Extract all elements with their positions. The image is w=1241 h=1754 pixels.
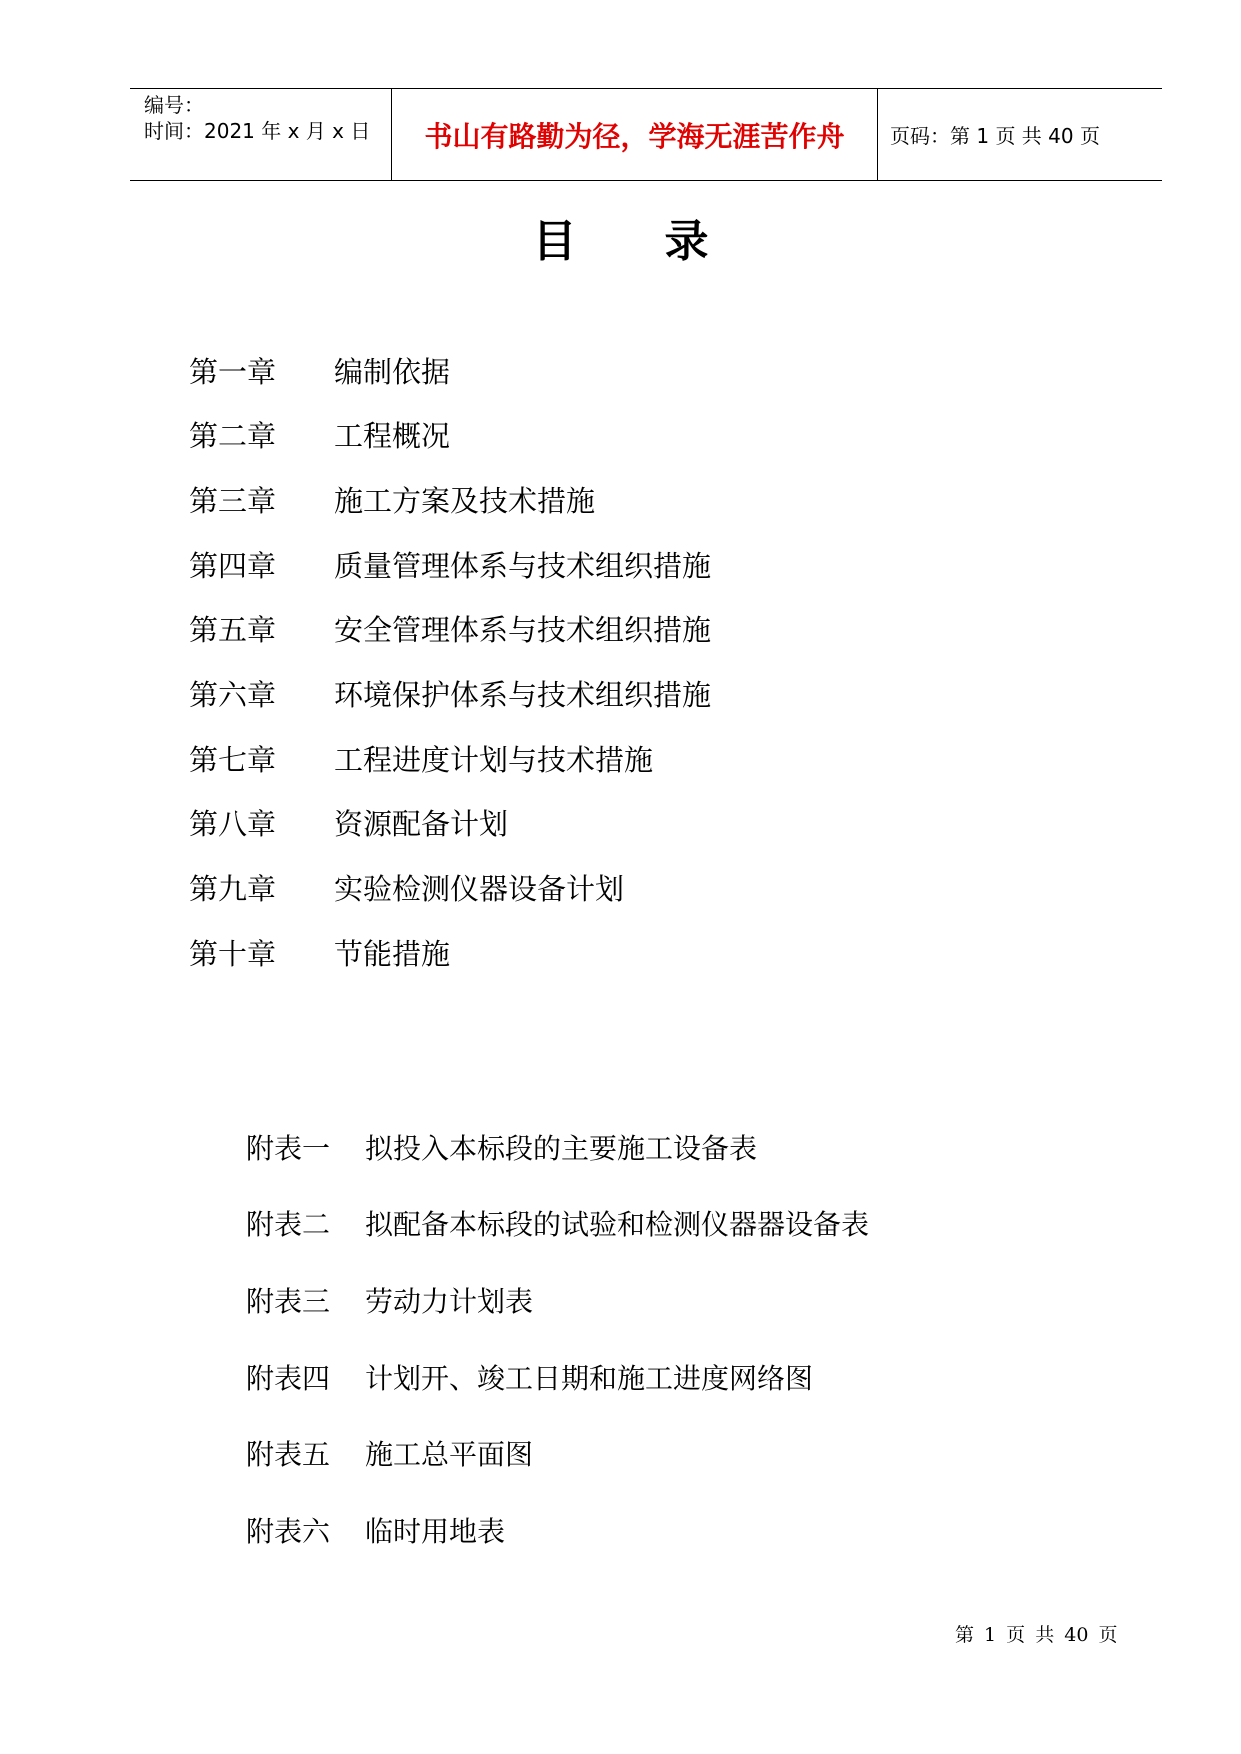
chapter-number: 第六章 [189,677,277,712]
appendix-number: 附表三 [246,1285,331,1318]
chapter-number: 第二章 [189,418,277,453]
appendix-title: 拟配备本标段的试验和检测仪器器设备表 [365,1208,870,1241]
appendix-title: 计划开、竣工日期和施工进度网络图 [365,1362,814,1395]
chapter-title: 质量管理体系与技术组织措施 [334,548,712,583]
toc-appendix-item[interactable] [246,1510,505,1550]
page-title: 目 录 [532,216,709,267]
chapter-number: 第四章 [189,548,277,583]
chapter-title: 安全管理体系与技术组织措施 [334,612,712,647]
chapter-number: 第七章 [189,742,277,777]
page-footer-number: 第 1 页 共 40 页 [955,1624,1118,1646]
chapter-title: 施工方案及技术措施 [334,483,596,518]
chapter-number: 第九章 [189,871,277,906]
chapter-title: 实验检测仪器设备计划 [334,871,625,906]
appendix-title: 临时用地表 [365,1515,506,1548]
toc-appendix-item[interactable] [246,1127,757,1167]
toc-appendix-item[interactable] [246,1433,533,1473]
chapter-number: 第五章 [189,612,277,647]
toc-chapter-item[interactable] [189,932,450,972]
toc-appendix-item[interactable] [246,1357,813,1397]
chapter-title: 工程概况 [334,418,451,453]
appendix-title: 施工总平面图 [365,1438,534,1471]
header-motto-cell [392,89,878,180]
chapter-title: 资源配备计划 [334,806,509,841]
chapter-title: 编制依据 [334,354,451,389]
toc-chapter-item[interactable] [189,414,450,454]
toc-chapter-item[interactable] [189,867,624,907]
toc-appendix-item[interactable] [246,1280,533,1320]
document-number-label: 编号： [144,93,204,117]
document-header [130,88,1162,181]
header-page-info: 页码：第 1 页 共 40 页 [890,124,1100,148]
chapter-number: 第三章 [189,483,277,518]
toc-chapter-item[interactable] [189,802,508,842]
toc-chapter-item[interactable] [189,479,595,519]
appendix-number: 附表四 [246,1362,331,1395]
chapter-title: 工程进度计划与技术措施 [334,742,654,777]
document-time-label: 时间：2021 年 x 月 x 日 [144,119,371,143]
header-meta-cell [130,89,392,180]
toc-chapter-item[interactable] [189,544,711,584]
appendix-title: 拟投入本标段的主要施工设备表 [365,1132,758,1165]
chapter-number: 第一章 [189,354,277,389]
toc-chapter-item[interactable] [189,673,711,713]
toc-chapter-item[interactable] [189,608,711,648]
toc-chapter-item[interactable] [189,738,653,778]
motto-text: 书山有路勤为径，学海无涯苦作舟 [424,119,845,153]
appendix-number: 附表六 [246,1515,331,1548]
appendix-title: 劳动力计划表 [365,1285,534,1318]
toc-appendix-item[interactable] [246,1203,869,1243]
chapter-number: 第八章 [189,806,277,841]
chapter-title: 节能措施 [334,936,451,971]
chapter-number: 第十章 [189,936,277,971]
appendix-number: 附表二 [246,1208,331,1241]
appendix-number: 附表五 [246,1438,331,1471]
appendix-number: 附表一 [246,1132,331,1165]
toc-chapter-item[interactable] [189,350,450,390]
chapter-title: 环境保护体系与技术组织措施 [334,677,712,712]
header-page-cell [878,89,1162,180]
